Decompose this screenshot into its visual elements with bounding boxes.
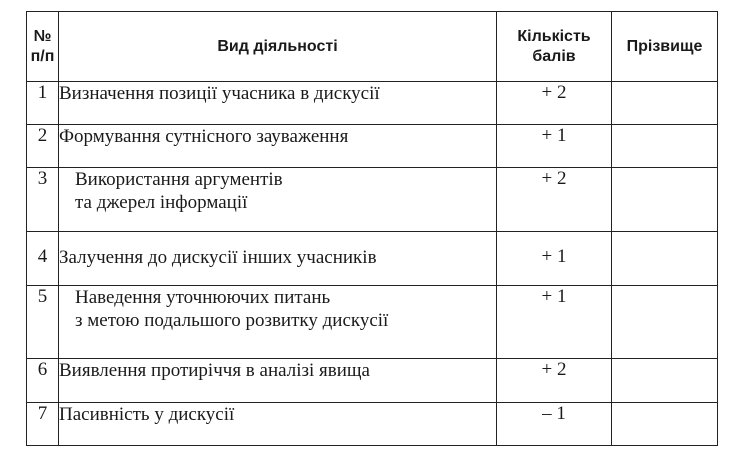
table-row [27, 82, 718, 125]
row-activity [59, 168, 497, 232]
table-row [27, 359, 718, 403]
table-row [27, 403, 718, 446]
row-points: + 1 [497, 232, 612, 286]
table-row [27, 125, 718, 168]
row-activity-line2: з метою подальшого розвитку дискусії [75, 310, 389, 331]
row-activity [59, 286, 497, 359]
row-surname-cell[interactable] [612, 403, 718, 446]
row-activity-line1: Формування сутнісного зауваження [59, 126, 349, 147]
row-activity [59, 403, 497, 446]
header-points-line2: балів [532, 47, 576, 65]
row-number: 7 [27, 403, 59, 446]
row-surname-cell[interactable] [612, 286, 718, 359]
row-points: + 2 [497, 168, 612, 232]
header-points-line1: Кількість [517, 27, 591, 45]
header-activity: Вид діяльності [59, 12, 497, 82]
header-number-line1: № [33, 27, 52, 45]
row-activity [59, 82, 497, 125]
row-number: 5 [27, 286, 59, 359]
row-activity-line2: та джерел інформації [75, 192, 248, 213]
row-activity [59, 232, 497, 286]
table-row [27, 232, 718, 286]
row-activity-line1: Виявлення протиріччя в аналізі явища [59, 360, 370, 381]
row-surname-cell[interactable] [612, 232, 718, 286]
row-activity [59, 359, 497, 403]
row-activity-line1: Наведення уточнюючих питань [75, 287, 331, 308]
row-surname-cell[interactable] [612, 168, 718, 232]
header-row [27, 12, 718, 82]
header-points [497, 12, 612, 82]
row-activity-line1: Залучення до дискусії інших учасників [59, 247, 377, 268]
row-activity-line1: Використання аргументів [75, 169, 283, 190]
row-number: 4 [27, 232, 59, 286]
header-number [27, 12, 59, 82]
scoring-table [26, 11, 718, 446]
row-points: + 2 [497, 359, 612, 403]
row-surname-cell[interactable] [612, 82, 718, 125]
row-surname-cell[interactable] [612, 125, 718, 168]
header-number-line2: п/п [30, 47, 55, 65]
row-points: + 1 [497, 286, 612, 359]
row-points: + 2 [497, 82, 612, 125]
row-number: 2 [27, 125, 59, 168]
row-number: 3 [27, 168, 59, 232]
table-row [27, 168, 718, 232]
row-activity-line1: Визначення позиції учасника в дискусії [59, 83, 380, 104]
row-points: + 1 [497, 125, 612, 168]
row-surname-cell[interactable] [612, 359, 718, 403]
header-surname: Прізвище [612, 12, 718, 82]
row-activity [59, 125, 497, 168]
row-number: 1 [27, 82, 59, 125]
row-points: – 1 [497, 403, 612, 446]
row-activity-line1: Пасивність у дискусії [59, 404, 235, 425]
row-number: 6 [27, 359, 59, 403]
table-row [27, 286, 718, 359]
